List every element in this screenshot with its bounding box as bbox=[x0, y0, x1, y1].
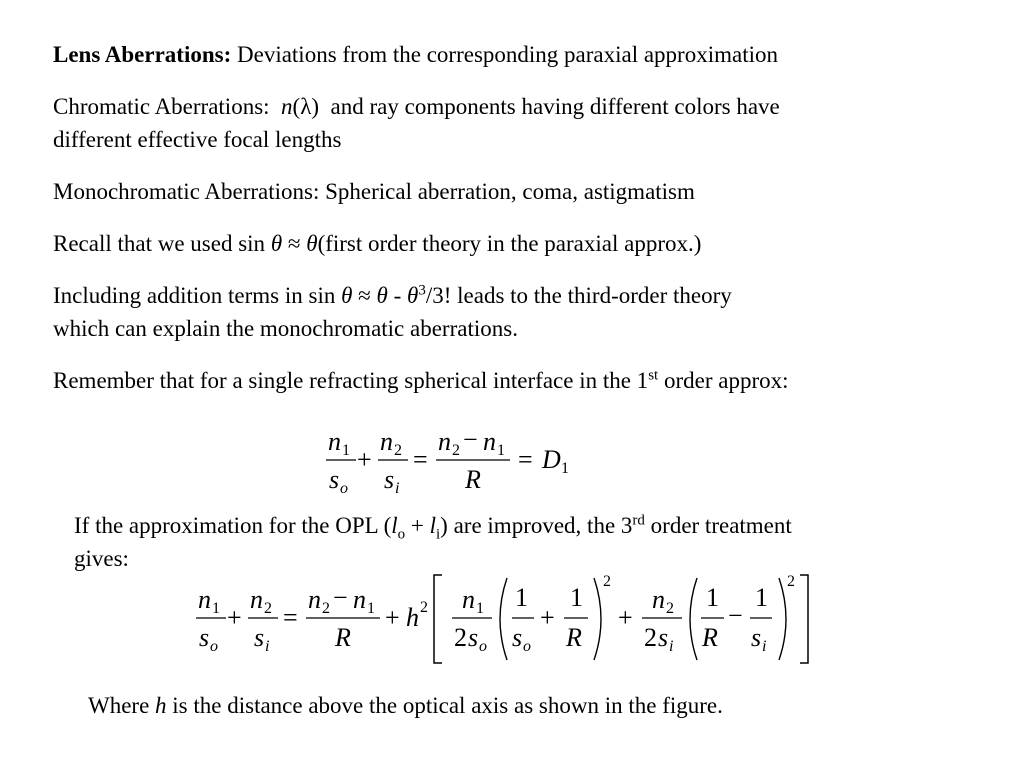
eq2-b-so-s: s bbox=[468, 623, 479, 652]
eq1-num-minus: − bbox=[463, 425, 478, 454]
eq2-si-sub: i bbox=[265, 638, 270, 655]
including-theta-3: θ bbox=[407, 283, 419, 308]
eq2-b-n2: n bbox=[652, 585, 665, 614]
eq2-so-s: s bbox=[199, 623, 210, 652]
improved-mid: ) are improved, the 3 bbox=[440, 513, 633, 538]
including-approx: ≈ bbox=[358, 283, 371, 308]
including-theta-2: θ bbox=[376, 283, 388, 308]
recall-theta-1: θ bbox=[270, 231, 283, 256]
chromatic-func: n bbox=[281, 94, 293, 119]
improved-sup: rd bbox=[632, 512, 645, 529]
recall-approx: ≈ bbox=[287, 231, 301, 256]
eq2-bracket-left bbox=[434, 575, 442, 663]
eq2-R-2: R bbox=[566, 623, 582, 652]
eq2-h-sup: 2 bbox=[420, 599, 428, 616]
including-exp: 3 bbox=[418, 282, 426, 299]
remember-line bbox=[53, 364, 789, 397]
eq1-num-n1-sub: 1 bbox=[497, 442, 505, 459]
where-h: h bbox=[155, 693, 167, 718]
eq1-si-s: s bbox=[384, 465, 395, 494]
chromatic-line-2: different effective focal lengths bbox=[53, 127, 342, 152]
eq2-n2-n: n bbox=[250, 585, 263, 614]
eq2-plus-1: + bbox=[227, 603, 242, 632]
chromatic-func-arg: (λ) bbox=[292, 94, 320, 119]
eq2-plus-3: + bbox=[540, 603, 555, 632]
recall-pre: Recall that we used sin bbox=[53, 231, 266, 256]
eq2-one-3: 1 bbox=[706, 583, 719, 612]
eq2-one-4: 1 bbox=[755, 583, 768, 612]
monochromatic-line: Monochromatic Aberrations: Spherical aberration, coma, astigmatism bbox=[53, 179, 695, 204]
eq1-plus: + bbox=[357, 445, 372, 474]
eq1-R: R bbox=[465, 465, 481, 494]
eq2-n1-sub: 1 bbox=[212, 600, 220, 617]
eq2-R-1: R bbox=[335, 623, 351, 652]
eq2-num-n1-sub: 1 bbox=[367, 600, 375, 617]
eq2-one-1: 1 bbox=[515, 583, 528, 612]
heading-definition: Deviations from the corresponding paraxial approximation bbox=[237, 42, 778, 67]
eq2-R-3: R bbox=[702, 623, 718, 652]
eq2-bracket-right bbox=[800, 575, 808, 663]
including-line-2: which can explain the monochromatic aberrations. bbox=[53, 316, 518, 341]
eq1-n2-n: n bbox=[380, 427, 393, 456]
eq2-b-n1-sub: 1 bbox=[476, 600, 484, 617]
eq1-so-s: s bbox=[329, 465, 340, 494]
recall-theta-2: θ bbox=[306, 231, 318, 256]
eq2-paren-right-1 bbox=[594, 578, 601, 660]
where-pre: Where bbox=[88, 693, 150, 718]
eq2-p1-so-s: s bbox=[512, 623, 523, 652]
eq2-num-n2-sub: 2 bbox=[322, 600, 330, 617]
eq2-p2-si-sub: i bbox=[762, 638, 767, 655]
including-pre: Including addition terms in sin bbox=[53, 283, 336, 308]
including-theta-1: θ bbox=[341, 283, 353, 308]
eq2-paren-left-2 bbox=[690, 578, 697, 660]
recall-line bbox=[53, 227, 701, 260]
eq2-b-si-sub: i bbox=[669, 638, 674, 655]
eq1-D-sub: 1 bbox=[561, 460, 569, 477]
eq2-plus-2: + bbox=[385, 603, 400, 632]
eq1-equals-1: = bbox=[413, 445, 428, 474]
equation-third-order bbox=[190, 568, 820, 668]
eq1-so-sub: o bbox=[340, 480, 348, 497]
eq2-b-n2-sub: 2 bbox=[666, 600, 674, 617]
eq1-equals-2: = bbox=[518, 445, 533, 474]
eq2-b-two-2: 2 bbox=[644, 623, 657, 652]
including-minus: - bbox=[393, 283, 402, 308]
remember-sup: st bbox=[648, 367, 659, 384]
eq1-n1-n: n bbox=[328, 427, 341, 456]
improved-line-1 bbox=[74, 509, 792, 542]
eq2-b-two-1: 2 bbox=[454, 623, 467, 652]
eq1-num-n2: n bbox=[438, 427, 451, 456]
heading-title: Lens Aberrations: bbox=[53, 42, 232, 67]
including-post: /3! leads to the third-order theory bbox=[425, 283, 732, 308]
eq1-num-n2-sub: 2 bbox=[452, 442, 460, 459]
eq2-si-s: s bbox=[254, 623, 265, 652]
improved-sub-o: o bbox=[397, 526, 406, 543]
eq2-paren-left-1 bbox=[500, 578, 507, 660]
recall-post: (first order theory in the paraxial approx.) bbox=[317, 231, 702, 256]
eq1-num-n1: n bbox=[483, 427, 496, 456]
eq2-paren-right-2 bbox=[779, 578, 786, 660]
eq2-p1-so-sub: o bbox=[523, 638, 531, 655]
improved-l-i: l bbox=[429, 513, 436, 538]
eq2-n2-sub: 2 bbox=[264, 600, 272, 617]
chromatic-label: Chromatic Aberrations: bbox=[53, 94, 270, 119]
equation-first-order bbox=[320, 420, 580, 500]
chromatic-line-1 bbox=[53, 90, 780, 123]
remember-post: order approx: bbox=[663, 368, 789, 393]
eq2-b-si-s: s bbox=[658, 623, 669, 652]
improved-line-2: gives: bbox=[74, 546, 129, 571]
eq2-sup-1: 2 bbox=[603, 573, 611, 590]
eq2-equals: = bbox=[283, 603, 298, 632]
improved-post: order treatment bbox=[650, 513, 792, 538]
eq2-one-2: 1 bbox=[570, 583, 583, 612]
eq1-si-sub: i bbox=[395, 480, 400, 497]
eq2-h: h bbox=[406, 603, 419, 632]
eq2-p2-si-s: s bbox=[751, 623, 762, 652]
improved-sub-i: i bbox=[436, 526, 441, 543]
where-line bbox=[88, 689, 723, 722]
eq2-b-so-sub: o bbox=[479, 638, 487, 655]
eq2-num-n2: n bbox=[308, 585, 321, 614]
including-line-1 bbox=[53, 279, 732, 312]
improved-pre: If the approximation for the OPL ( bbox=[74, 513, 392, 538]
eq2-num-minus: − bbox=[333, 583, 348, 612]
remember-pre: Remember that for a single refracting spherical interface in the 1 bbox=[53, 368, 649, 393]
where-post: is the distance above the optical axis as shown in the figure. bbox=[172, 693, 723, 718]
improved-l-o: l bbox=[391, 513, 398, 538]
eq1-n1-sub: 1 bbox=[342, 442, 350, 459]
eq2-minus: − bbox=[728, 601, 743, 630]
eq2-plus-4: + bbox=[618, 603, 633, 632]
heading-line bbox=[53, 38, 778, 71]
eq2-sup-2: 2 bbox=[787, 573, 795, 590]
chromatic-rest: and ray components having different colors have bbox=[330, 94, 780, 119]
eq2-so-sub: o bbox=[210, 638, 218, 655]
eq1-n2-sub: 2 bbox=[394, 442, 402, 459]
eq2-n1-n: n bbox=[198, 585, 211, 614]
eq2-b-n1: n bbox=[462, 585, 475, 614]
eq1-D: D bbox=[542, 445, 561, 474]
improved-plus: + bbox=[410, 513, 424, 538]
eq2-num-n1: n bbox=[353, 585, 366, 614]
